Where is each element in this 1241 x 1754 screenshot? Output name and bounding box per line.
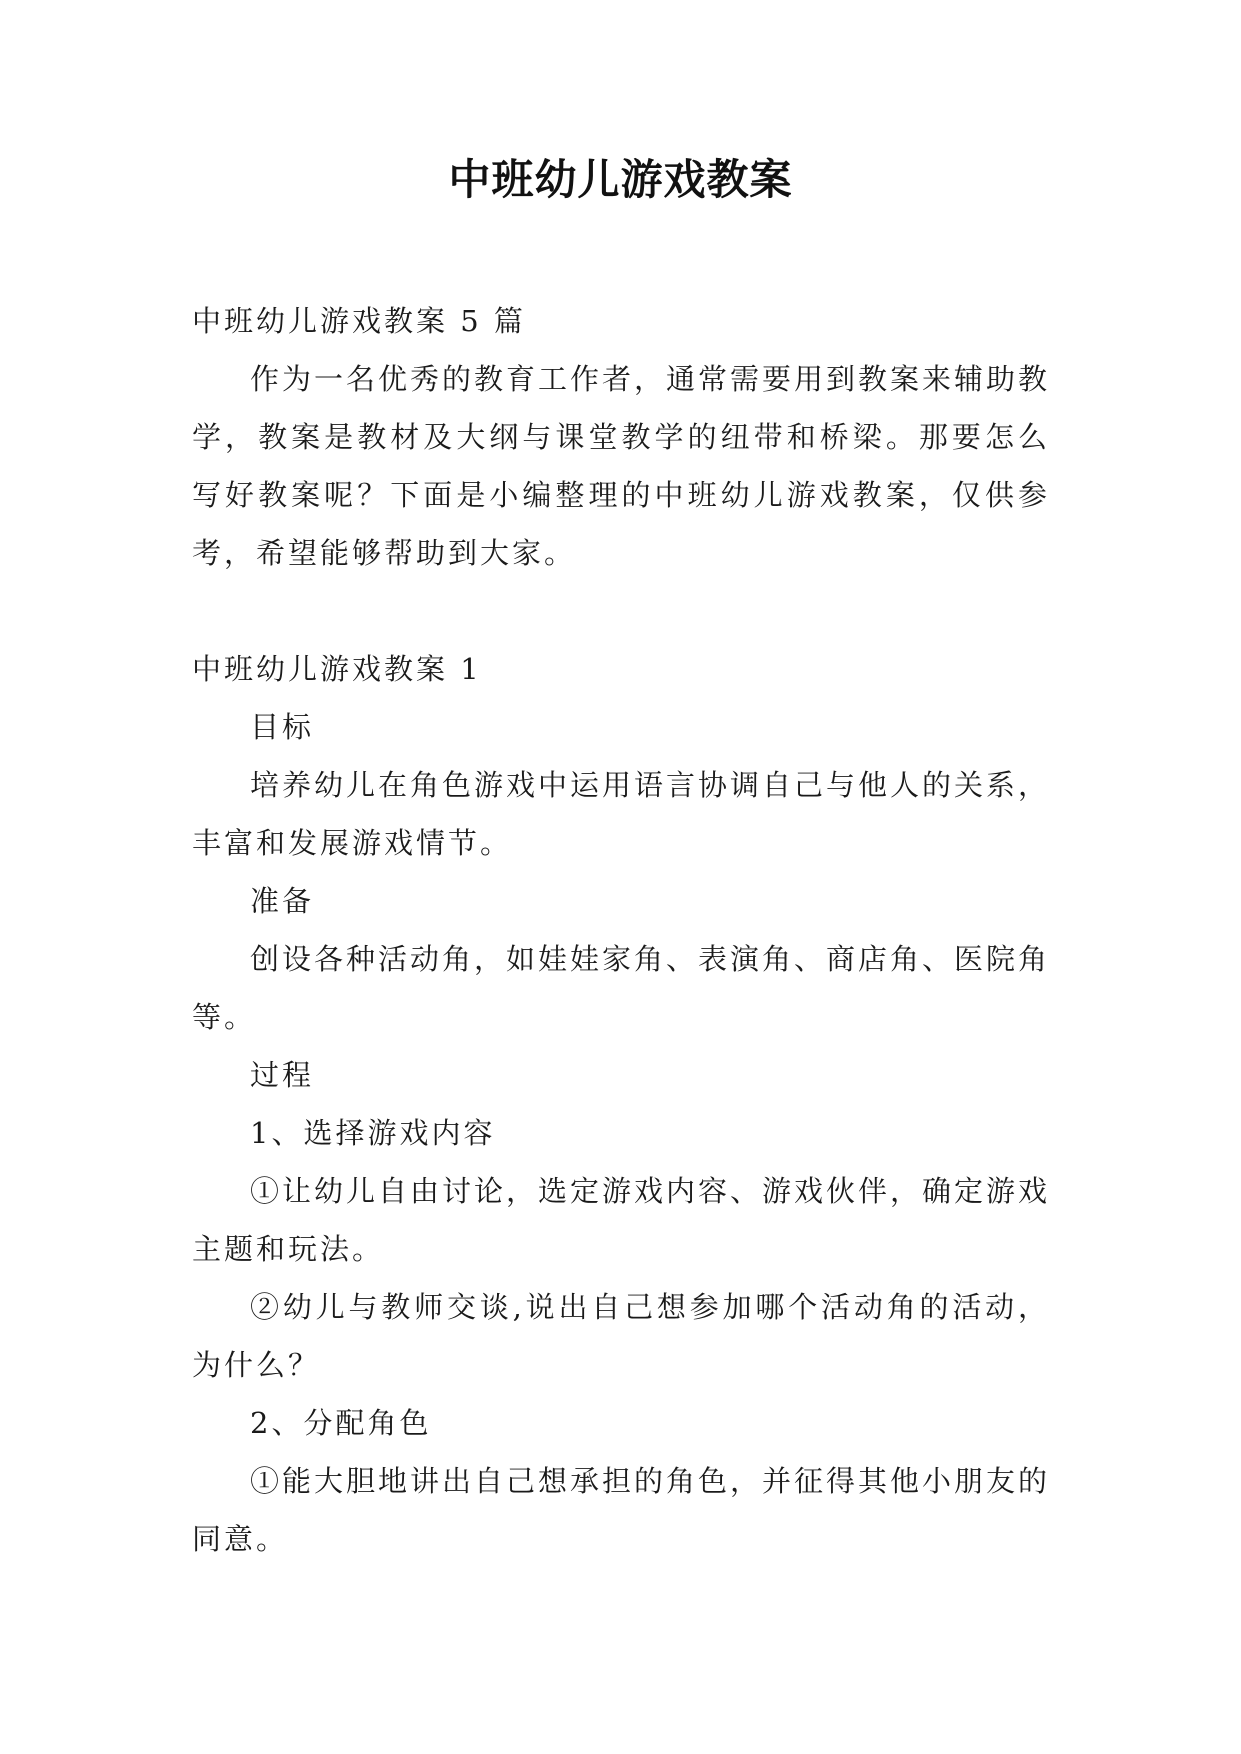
document-body xyxy=(192,292,1050,1568)
document-title: 中班幼儿游戏教案 xyxy=(448,155,793,204)
section-spacer xyxy=(192,582,1050,640)
process-label: 过程 xyxy=(250,1058,315,1092)
goal-label: 目标 xyxy=(250,710,315,744)
step2-heading: 2、分配角色 xyxy=(250,1406,432,1440)
prep-label: 准备 xyxy=(250,884,315,918)
section-heading: 中班幼儿游戏教案 1 xyxy=(192,652,482,686)
goal-paragraph: 培养幼儿在角色游戏中运用语言协调自己与他人的关系，丰富和发展游戏情节。 xyxy=(192,768,1051,860)
prep-paragraph: 创设各种活动角，如娃娃家角、表演角、商店角、医院角等。 xyxy=(192,942,1051,1034)
step2-item-a: ①能大胆地讲出自己想承担的角色，并征得其他小朋友的同意。 xyxy=(192,1464,1051,1556)
step1-item-a: ①让幼儿自由讨论，选定游戏内容、游戏伙伴，确定游戏主题和玩法。 xyxy=(192,1174,1051,1266)
intro-paragraph: 作为一名优秀的教育工作者，通常需要用到教案来辅助教学，教案是教材及大纲与课堂教学的纽带和桥梁。那要怎么写好教案呢？下面是小编整理的中班幼儿游戏教案，仅供参考，希望能够帮助到大家。 xyxy=(192,362,1051,570)
step1-heading: 1、选择游戏内容 xyxy=(250,1116,496,1150)
document-subtitle: 中班幼儿游戏教案 5 篇 xyxy=(192,304,526,338)
step1-item-b: ②幼儿与教师交谈,说出自己想参加哪个活动角的活动，为什么？ xyxy=(192,1290,1050,1382)
